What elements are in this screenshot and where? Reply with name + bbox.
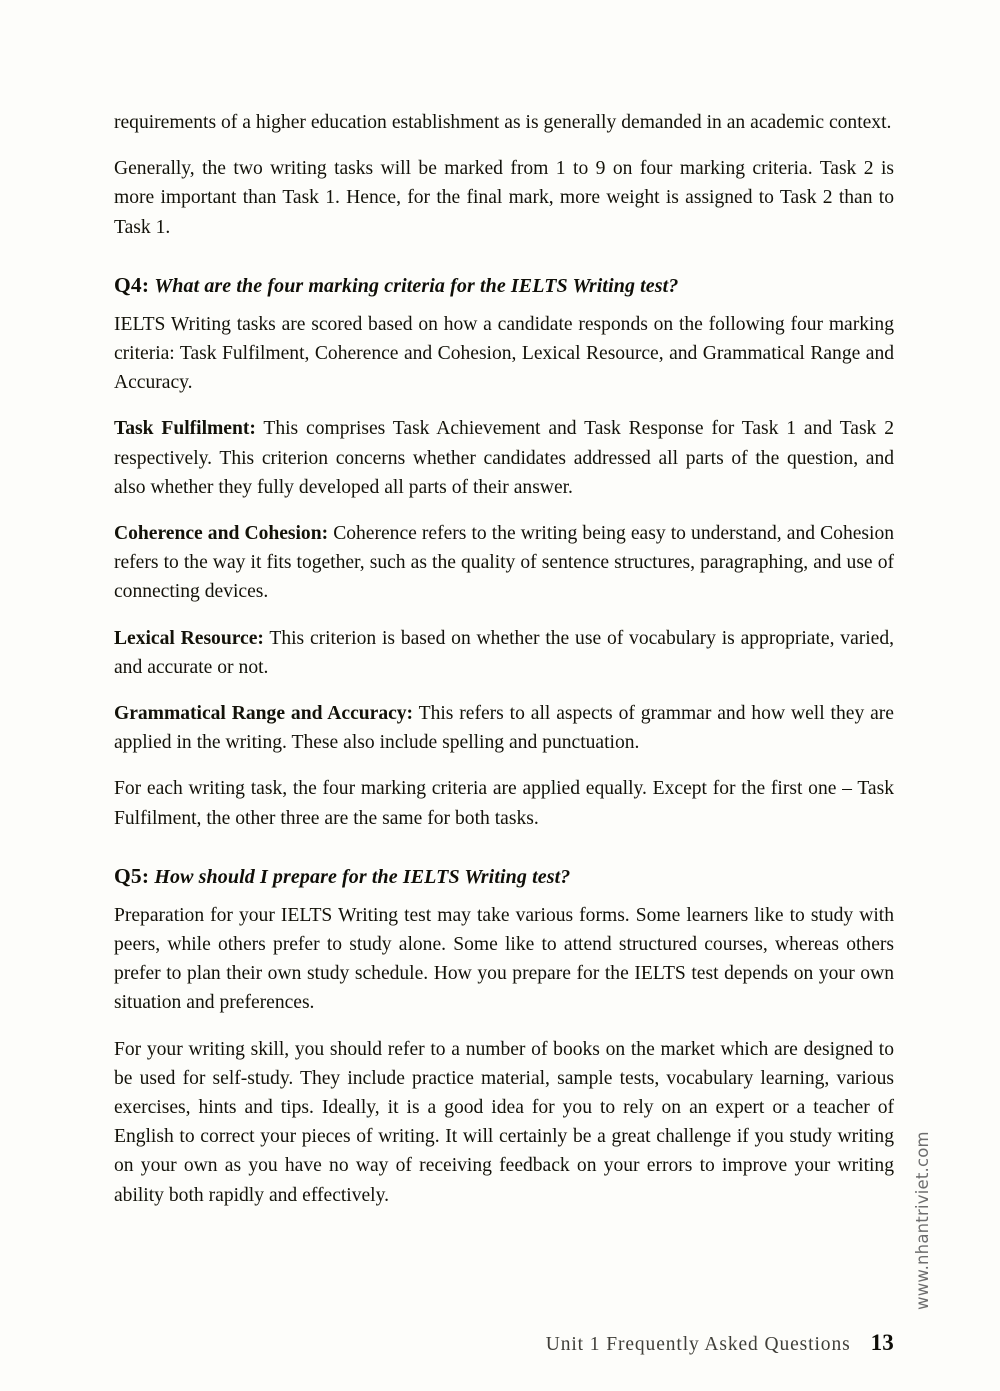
page-footer (114, 1330, 894, 1356)
paragraph-writing-skill-books: For your writing skill, you should refer to a number of books on the market which are designed to be used for self-study. They include practice material, sample tests, vocabulary learning, various exercises, hints and tips. Ideally, it is a good idea for you to rely on an expert or a teacher of English to correct your pieces of writing. It will certainly be a great challenge if you study writing on your own as you have no way of receiving feedback on your errors to improve your writing ability both rapidly and effectively. (114, 1038, 894, 1206)
criterion-name-coherence-cohesion: Coherence and Cohesion: (114, 523, 329, 545)
heading-q5 (114, 861, 894, 892)
page-content (114, 108, 894, 1210)
criterion-desc-lexical-resource: This criterion is based on whether the use of vocabulary is appropriate, varied, and accurate or not. (114, 627, 895, 678)
paragraph-marking-scale: Generally, the two writing tasks will be marked from 1 to 9 on four marking criteria. Task 2 is more important than Task 1. Hence, for the final mark, more weight is assigned to Task 2 than to Task 1. (114, 158, 894, 238)
heading-spacer-q5 (114, 850, 894, 861)
q5-question-text: How should I prepare for the IELTS Writing test? (154, 865, 571, 888)
site-watermark: www.nhantriviet.com (913, 1131, 932, 1310)
footer-page-number: 13 (870, 1330, 894, 1355)
paragraph-q4-intro: IELTS Writing tasks are scored based on how a candidate responds on the following four marking criteria: Task Fulfilment, Coherence and Cohesion, Lexical Resource, and Grammatical Range and Accuracy. (114, 313, 894, 394)
paragraph-criterion-task-fulfilment (114, 414, 894, 502)
criterion-desc-grammatical-range: This refers to all aspects of grammar and how well they are applied in the writing. These also include spelling and punctuation. (114, 703, 894, 754)
paragraph-criterion-lexical-resource (114, 624, 894, 682)
criterion-name-grammatical-range: Grammatical Range and Accuracy: (114, 703, 414, 725)
paragraph-q4-closing: For each writing task, the four marking criteria are applied equally. Except for the first one – Task Fulfilment, the other three are the same for both tasks. (114, 778, 894, 829)
criterion-desc-task-fulfilment: This comprises Task Achievement and Task Response for Task 1 and Task 2 respectively. This criterion concerns whether candidates addressed all parts of the question, and also whether they fully developed all parts of their answer. (114, 418, 894, 498)
q5-label: Q5: (114, 863, 150, 888)
criterion-desc-coherence-cohesion: Coherence refers to the writing being easy to understand, and Cohesion refers to the way it fits together, such as the quality of sentence structures, paragraphing, and use of connecting devices. (114, 523, 894, 603)
criterion-name-task-fulfilment: Task Fulfilment: (114, 418, 256, 440)
paragraph-criterion-grammatical-range (114, 699, 894, 757)
footer-running-head: Unit 1 Frequently Asked Questions (545, 1334, 851, 1355)
heading-spacer-q4 (114, 259, 894, 270)
paragraph-preparation-forms: Preparation for your IELTS Writing test may take various forms. Some learners like to study with peers, while others prefer to study alone. Some like to attend structured courses, whereas others prefer to plan their own study schedule. How you prepare for the IELTS test depends on your own situation and preferences. (114, 904, 894, 1014)
paragraph-intro-continued: requirements of a higher education establishment as is generally demanded in an academic context. (114, 112, 892, 133)
q4-label: Q4: (114, 272, 150, 297)
q4-question-text: What are the four marking criteria for the IELTS Writing test? (154, 274, 679, 297)
heading-q4 (114, 270, 894, 301)
paragraph-criterion-coherence-cohesion (114, 519, 894, 607)
criterion-name-lexical-resource: Lexical Resource: (114, 627, 264, 649)
